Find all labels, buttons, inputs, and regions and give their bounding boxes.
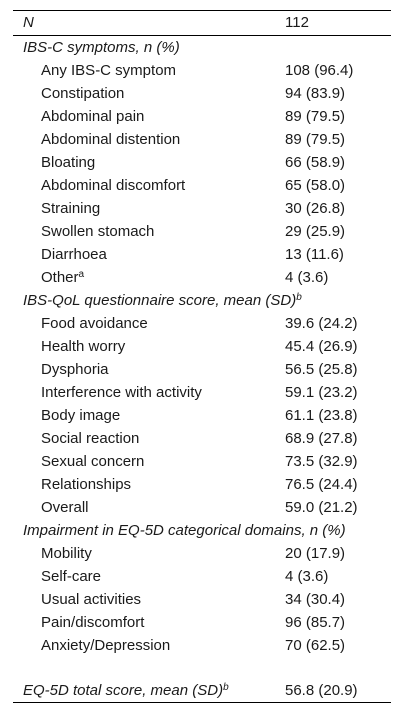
row-label (41, 588, 141, 611)
row-value: 30 (26.8) (285, 200, 346, 217)
section-title-row (13, 36, 391, 59)
section-title (23, 289, 302, 312)
row-label (41, 611, 144, 634)
table-row (13, 243, 391, 266)
row-value: 89 (79.5) (285, 131, 346, 148)
table-row (13, 404, 391, 427)
row-label-text: Diarrhoea (41, 246, 107, 263)
total-value: 56.8 (20.9) (285, 682, 358, 699)
section-title-text: IBS-C symptoms, n (%) (23, 39, 180, 56)
row-label-text: Usual activities (41, 591, 142, 608)
row-label-text: Pain/discomfort (41, 614, 145, 631)
row-value: 45.4 (26.9) (285, 338, 358, 355)
row-value: 4 (3.6) (285, 269, 329, 286)
row-label-text: Bloating (41, 154, 96, 171)
row-label (41, 312, 148, 335)
table-body (13, 36, 391, 702)
row-label (41, 220, 154, 243)
row-label (41, 542, 92, 565)
row-label (41, 427, 139, 450)
row-label-text: Abdominal pain (41, 108, 145, 125)
row-label (41, 82, 124, 105)
section-title-text: Impairment in EQ-5D categorical domains, n (%) (23, 522, 346, 539)
row-value: 73.5 (32.9) (285, 453, 358, 470)
row-label (41, 381, 202, 404)
table-row (13, 588, 391, 611)
table-row (13, 381, 391, 404)
table-row (13, 427, 391, 450)
row-value: 56.5 (25.8) (285, 361, 358, 378)
table-row (13, 220, 391, 243)
table-row (13, 151, 391, 174)
row-label (41, 496, 89, 519)
row-label-text: Swollen stomach (41, 223, 155, 240)
row-label (41, 335, 125, 358)
row-label-text: Mobility (41, 545, 92, 562)
row-value: 59.1 (23.2) (285, 384, 358, 401)
row-label-text: Abdominal discomfort (41, 177, 186, 194)
row-value: 65 (58.0) (285, 177, 346, 194)
row-label-text: Abdominal distention (41, 131, 181, 148)
table-row (13, 266, 391, 289)
table-row (13, 358, 391, 381)
row-label-text: Overall (41, 499, 89, 516)
row-value: 59.0 (21.2) (285, 499, 358, 516)
row-value: 39.6 (24.2) (285, 315, 358, 332)
row-label (41, 243, 107, 266)
spacer (13, 657, 391, 679)
row-label-text: Dysphoria (41, 361, 109, 378)
row-label (41, 450, 144, 473)
footnote-marker: a (78, 269, 85, 280)
row-value: 76.5 (24.4) (285, 476, 358, 493)
section-title-row (13, 519, 391, 542)
table-header-row (13, 11, 391, 36)
row-label (41, 105, 144, 128)
table-row (13, 82, 391, 105)
table-row (13, 312, 391, 335)
table-row (13, 59, 391, 82)
row-label (41, 197, 100, 220)
row-label-text: Interference with activity (41, 384, 202, 401)
row-value: 89 (79.5) (285, 108, 346, 125)
row-label-text: Sexual concern (41, 453, 145, 470)
footnote-marker: b (296, 292, 302, 303)
row-value: 66 (58.9) (285, 154, 346, 171)
row-value: 108 (96.4) (285, 62, 354, 79)
table-row (13, 542, 391, 565)
row-label-text: Body image (41, 407, 121, 424)
table-row (13, 197, 391, 220)
table-row (13, 611, 391, 634)
footnote-marker: b (223, 682, 229, 693)
row-value: 13 (11.6) (285, 246, 344, 263)
section-title-row (13, 289, 391, 312)
row-label (41, 59, 176, 82)
table-row (13, 450, 391, 473)
total-label-text: EQ-5D total score, mean (SD) (23, 682, 224, 699)
row-label (41, 174, 185, 197)
table-row (13, 128, 391, 151)
total-label (23, 679, 229, 702)
row-label-text: Food avoidance (41, 315, 148, 332)
row-value: 96 (85.7) (285, 614, 346, 631)
table-row (13, 105, 391, 128)
row-label-text: Any IBS-C symptom (41, 62, 177, 79)
table-row (13, 496, 391, 519)
header-n-label: N (23, 14, 34, 31)
row-label-text: Anxiety/Depression (41, 637, 171, 654)
row-label-text: Social reaction (41, 430, 140, 447)
data-table (13, 10, 391, 703)
row-label-text: Constipation (41, 85, 125, 102)
row-label (41, 128, 180, 151)
table-row (13, 174, 391, 197)
row-label (41, 266, 84, 289)
row-label (41, 404, 120, 427)
table-row (13, 473, 391, 496)
row-label (41, 565, 101, 588)
table-row (13, 565, 391, 588)
section-title (23, 519, 346, 542)
row-value: 61.1 (23.8) (285, 407, 358, 424)
row-label-text: Straining (41, 200, 101, 217)
header-n-value: 112 (285, 14, 309, 31)
row-value: 20 (17.9) (285, 545, 346, 562)
section-title (23, 36, 180, 59)
table-row (13, 634, 391, 657)
row-label-text: Self-care (41, 568, 102, 585)
row-value: 34 (30.4) (285, 591, 346, 608)
row-value: 94 (83.9) (285, 85, 346, 102)
row-label (41, 358, 109, 381)
row-value: 68.9 (27.8) (285, 430, 358, 447)
row-value: 29 (25.9) (285, 223, 346, 240)
row-value: 4 (3.6) (285, 568, 329, 585)
row-label (41, 473, 131, 496)
row-label-text: Relationships (41, 476, 132, 493)
row-label-text: Health worry (41, 338, 126, 355)
section-title-text: IBS-QoL questionnaire score, mean (SD) (23, 292, 297, 309)
total-row (13, 679, 391, 702)
row-label-text: Other (41, 269, 79, 286)
row-label (41, 634, 170, 657)
row-value: 70 (62.5) (285, 637, 346, 654)
row-label (41, 151, 95, 174)
table-row (13, 335, 391, 358)
